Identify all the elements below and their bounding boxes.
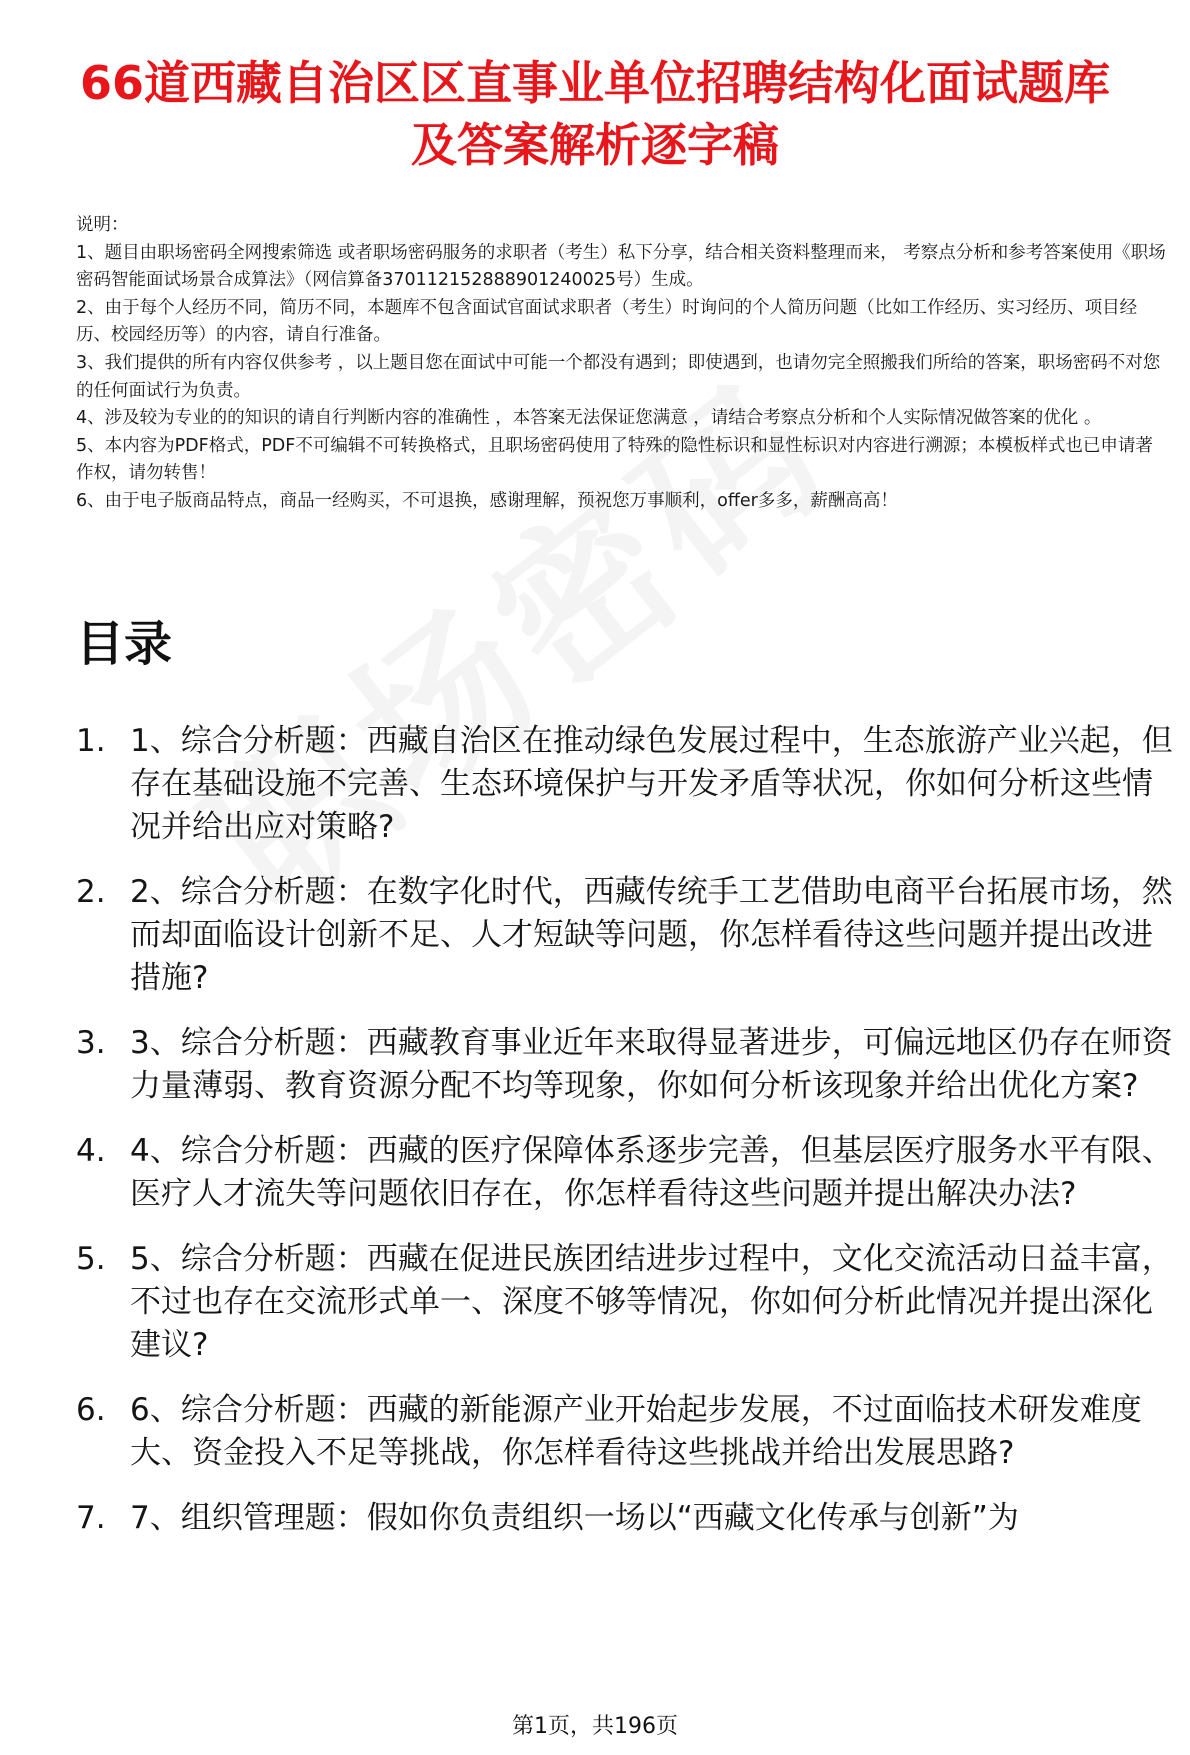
toc-item-text[interactable]: 6、综合分析题：西藏的新能源产业开始起步发展，不过面临技术研发难度大、资金投入不足等挑战，你怎样看待这些挑战并给出发展思路? <box>130 1392 1142 1471</box>
toc-item-number: 6. <box>76 1392 106 1428</box>
toc-item-number: 5. <box>76 1241 106 1277</box>
toc-item-text[interactable]: 2、综合分析题：在数字化时代，西藏传统手工艺借助电商平台拓展市场，然而却面临设计创新不足、人才短缺等问题，你怎样看待这些问题并提出改进措施? <box>130 874 1173 996</box>
toc-heading: 目录 <box>76 616 173 672</box>
note-item: 1、题目由职场密码全网搜索筛选 或者职场密码服务的求职者（考生）私下分享，结合相关资料整理而来， 考察点分析和参考答案使用《职场密码智能面试场景合成算法》（网信算备370112152888901240025号）生成。 <box>76 242 1166 291</box>
toc-list <box>76 720 1176 1562</box>
toc-item-number: 2. <box>76 874 106 910</box>
page-footer: 第1页，共196页 <box>512 1714 678 1739</box>
toc-item[interactable] <box>76 1497 1176 1540</box>
note-item: 5、本内容为PDF格式，PDF不可编辑不可转换格式，且职场密码使用了特殊的隐性标识和显性标识对内容进行溯源；本模板样式也已申请著作权，请勿转售！ <box>76 435 1153 484</box>
note-item: 3、我们提供的所有内容仅供参考 ，以上题目您在面试中可能一个都没有遇到；即使遇到，也请勿完全照搬我们所给的答案，职场密码不对您的任何面试行为负责。 <box>76 352 1161 401</box>
toc-item[interactable] <box>76 871 1176 1000</box>
toc-item-text[interactable]: 1、综合分析题：西藏自治区在推动绿色发展过程中，生态旅游产业兴起，但存在基础设施不完善、生态环境保护与开发矛盾等状况，你如何分析这些情况并给出应对策略? <box>130 723 1173 845</box>
document-title: 66道西藏自治区区直事业单位招聘结构化面试题库及答案解析逐字稿 <box>79 56 1110 172</box>
note-item: 4、涉及较为专业的的知识的请自行判断内容的准确性 ，本答案无法保证您满意 ，请结合考察点分析和个人实际情况做答案的优化 。 <box>76 408 1102 429</box>
note-item: 2、由于每个人经历不同，简历不同，本题库不包含面试官面试求职者（考生）时询问的个人简历问题（比如工作经历、实习经历、项目经历、校园经历等）的内容，请自行准备。 <box>76 297 1138 346</box>
toc-item-number: 7. <box>76 1500 106 1536</box>
toc-item[interactable] <box>76 720 1176 849</box>
toc-item[interactable] <box>76 1389 1176 1475</box>
note-item: 6、由于电子版商品特点，商品一经购买，不可退换，感谢理解，预祝您万事顺利，offer多多，薪酬高高！ <box>76 490 898 511</box>
toc-item-text[interactable]: 4、综合分析题：西藏的医疗保障体系逐步完善，但基层医疗服务水平有限、医疗人才流失等问题依旧存在，你怎样看待这些问题并提出解决办法? <box>130 1133 1173 1212</box>
toc-item[interactable] <box>76 1022 1176 1108</box>
toc-item-text[interactable]: 3、综合分析题：西藏教育事业近年来取得显著进步，可偏远地区仍存在师资力量薄弱、教育资源分配不均等现象，你如何分析该现象并给出优化方案? <box>130 1025 1173 1104</box>
notes-label: 说明： <box>76 215 129 235</box>
toc-item-number: 4. <box>76 1133 106 1169</box>
toc-item[interactable] <box>76 1130 1176 1216</box>
toc-item[interactable] <box>76 1238 1176 1367</box>
toc-item-text[interactable]: 7、组织管理题：假如你负责组织一场以“西藏文化传承与创新”为 <box>130 1500 1019 1536</box>
toc-item-number: 3. <box>76 1025 106 1061</box>
toc-item-number: 1. <box>76 723 106 759</box>
toc-item-text[interactable]: 5、综合分析题：西藏在促进民族团结进步过程中，文化交流活动日益丰富，不过也存在交流形式单一、深度不够等情况，你如何分析此情况并提出深化建议? <box>130 1241 1173 1363</box>
notes-section <box>76 212 1166 516</box>
